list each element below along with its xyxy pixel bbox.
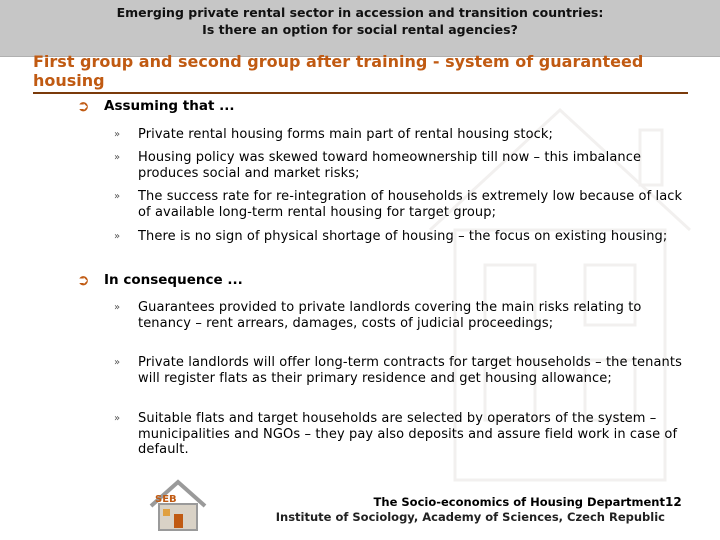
title-underline: [33, 92, 688, 94]
section-in-consequence: [77, 271, 243, 289]
footer-department: The Socio-economics of Housing Department: [373, 495, 665, 509]
slide-title: First group and second group after training - system of guaranteed housing: [33, 52, 644, 90]
header-bar: [0, 0, 720, 57]
bullet-text: Private rental housing forms main part of rental housing stock;: [138, 127, 554, 142]
double-chevron-icon: »: [114, 152, 121, 163]
double-chevron-icon: »: [114, 413, 121, 424]
double-chevron-icon: »: [114, 302, 121, 313]
bullet-text: The success rate for re-integration of households is extremely low because of lack of available long-term rental housing for target group;: [138, 189, 683, 220]
list-item: [114, 355, 684, 386]
list-item: [114, 229, 684, 245]
header-title-line1: Emerging private rental sector in accession and transition countries:: [116, 5, 604, 20]
bullet-text: Suitable flats and target households are selected by operators of the system – municipalities and NGOs – they pay also deposits and assure field work in case of default.: [138, 411, 678, 457]
logo-text: SEB: [155, 494, 177, 505]
arrow-icon: ➲: [77, 97, 90, 115]
list-item: [114, 411, 684, 458]
bullet-text: Guarantees provided to private landlords covering the main risks relating to tenancy – rent arrears, damages, costs of judicial proceedings;: [138, 300, 642, 331]
header-title-line2: Is there an option for social rental agencies?: [202, 22, 518, 37]
bullet-text: Private landlords will offer long-term contracts for target households – the tenants will register flats as their primary residence and get housing allowance;: [138, 355, 682, 386]
double-chevron-icon: »: [114, 191, 121, 202]
seb-house-logo: [147, 476, 209, 532]
double-chevron-icon: »: [114, 231, 121, 242]
bullet-text: Housing policy was skewed toward homeownership till now – this imbalance produces social and market risks;: [138, 150, 642, 181]
arrow-icon: ➲: [77, 271, 90, 289]
list-item: [114, 150, 684, 181]
section-label: In consequence ...: [104, 272, 243, 288]
bullet-text: There is no sign of physical shortage of housing – the focus on existing housing;: [138, 229, 668, 244]
double-chevron-icon: »: [114, 357, 121, 368]
list-item: [114, 127, 684, 143]
list-item: [114, 300, 684, 331]
header-title: [0, 0, 720, 38]
page-number: 12: [665, 495, 682, 509]
footer-institute: Institute of Sociology, Academy of Sciences, Czech Republic: [275, 510, 665, 524]
double-chevron-icon: »: [114, 129, 121, 140]
section-assuming: [77, 97, 235, 115]
section-label: Assuming that ...: [104, 98, 235, 114]
list-item: [114, 189, 684, 220]
